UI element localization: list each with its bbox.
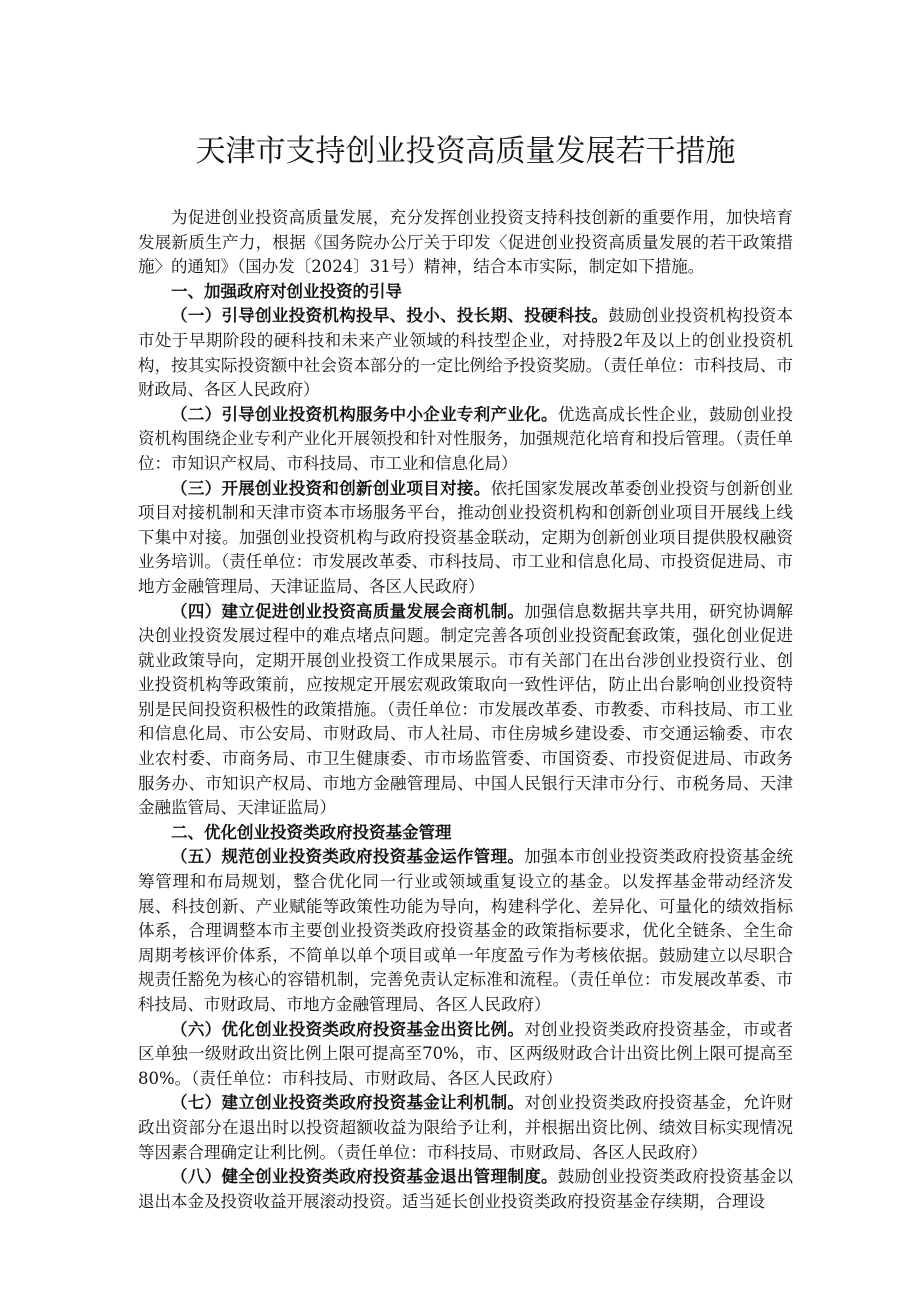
measure-lead-2: （二）引导创业投资机构服务中小企业专利产业化。: [171, 404, 558, 424]
measure-paragraph-8: [138, 1165, 793, 1214]
measure-body-4: 加强信息数据共享共用，研究协调解决创业投资发展过程中的难点堵点问题。制定完善各项创业投资配套政策，强化创业促进就业政策导向，定期开展创业投资工作成果展示。市有关部门在出台涉创业投资行业、创业投资机构等政策前，应按规定开展宏观政策取向一致性评估，防止出台影响创业投资特别是民间投资积极性的政策措施。（责任单位：市发展改革委、市教委、市科技局、市工业和信息化局、市公安局、市财政局、市人社局、市住房城乡建设委、市交通运输委、市农业农村委、市商务局、市卫生健康委、市市场监管委、市国资委、市投资促进局、市政务服务办、市知识产权局、市地方金融管理局、中国人民银行天津市分行、市税务局、天津金融监管局、天津证监局）: [138, 601, 794, 818]
measure-paragraph-2: [138, 403, 793, 477]
measure-lead-7: （七）建立创业投资类政府投资基金让利机制。: [171, 1093, 525, 1113]
measure-body-8: 鼓励创业投资类政府投资基金以退出本金及投资收益开展滚动投资。适当延长创业投资类政府投资基金存续期，合理设: [138, 1167, 794, 1211]
intro-paragraph: 为促进创业投资高质量发展，充分发挥创业投资支持科技创新的重要作用，加快培育发展新质生产力，根据《国务院办公厅关于印发〈促进创业投资高质量发展的若干政策措施〉的通知》（国办发〔2024〕31号）精神，结合本市实际，制定如下措施。: [138, 208, 793, 277]
measure-lead-3: （三）开展创业投资和创新创业项目对接。: [171, 478, 491, 498]
document-title: 天津市支持创业投资高质量发展若干措施: [195, 134, 736, 169]
measure-body-6: 对创业投资类政府投资基金，市或者区单独一级财政出资比例上限可提高至70%，市、区两级财政合计出资比例上限可提高至80%。（责任单位：市科技局、市财政局、各区人民政府）: [138, 1019, 794, 1088]
measure-paragraph-6: [138, 1018, 793, 1092]
measure-body-3: 依托国家发展改革委创业投资与创新创业项目对接机制和天津市资本市场服务平台，推动创业投资机构和创新创业项目开展线上线下集中对接。加强创业投资机构与政府投资基金联动，定期为创新创业项目提供股权融资业务培训。（责任单位：市发展改革委、市科技局、市工业和信息化局、市投资促进局、市地方金融管理局、天津证监局、各区人民政府）: [138, 478, 794, 596]
measure-lead-1: （一）引导创业投资机构投早、投小、投长期、投硬科技。: [171, 306, 609, 326]
measure-paragraph-4: [138, 600, 793, 821]
measure-paragraph-7: [138, 1091, 793, 1165]
measure-paragraph-3: [138, 477, 793, 600]
measure-body-5: 加强本市创业投资类政府投资基金统筹管理和布局规划，整合优化同一行业或领域重复设立的基金。以发挥基金带动经济发展、科技创新、产业赋能等政策性功能为导向，构建科学化、差异化、可量化的绩效指标体系，合理调整本市主要创业投资类政府投资基金的政策指标要求，优化全链条、全生命周期考核评价体系，不简单以单个项目或单一年度盈亏作为考核依据。鼓励建立以尽职合规责任豁免为核心的容错机制，完善免责认定标准和流程。（责任单位：市发展改革委、市科技局、市财政局、市地方金融管理局、各区人民政府）: [138, 847, 794, 1014]
measure-body-2: 优选高成长性企业，鼓励创业投资机构围绕企业专利产业化开展领投和针对性服务，加强规范化培育和投后管理。（责任单位：市知识产权局、市科技局、市工业和信息化局）: [138, 404, 794, 473]
measure-paragraph-1: [138, 304, 793, 402]
measure-lead-4: （四）建立促进创业投资高质量发展会商机制。: [171, 601, 525, 621]
section-heading-1: 一、加强政府对创业投资的引导: [171, 281, 402, 301]
measure-body-7: 对创业投资类政府投资基金，允许财政出资部分在退出时以投资超额收益为限给予让利，并根据出资比例、绩效目标实现情况等因素合理确定让利比例。（责任单位：市科技局、市财政局、各区人民政府）: [138, 1093, 794, 1162]
measure-lead-5: （五）规范创业投资类政府投资基金运作管理。: [171, 847, 525, 867]
section-heading-2: 二、优化创业投资类政府投资基金管理: [171, 822, 452, 842]
measure-body-1: 鼓励创业投资机构投资本市处于早期阶段的硬科技和未来产业领域的科技型企业，对持股2年及以上的创业投资机构，按其实际投资额中社会资本部分的一定比例给予投资奖励。（责任单位：市科技局、市财政局、各区人民政府）: [138, 306, 794, 400]
measure-lead-6: （六）优化创业投资类政府投资基金出资比例。: [171, 1019, 525, 1039]
measure-lead-8: （八）健全创业投资类政府投资基金退出管理制度。: [171, 1167, 558, 1187]
measure-paragraph-5: [138, 845, 793, 1017]
